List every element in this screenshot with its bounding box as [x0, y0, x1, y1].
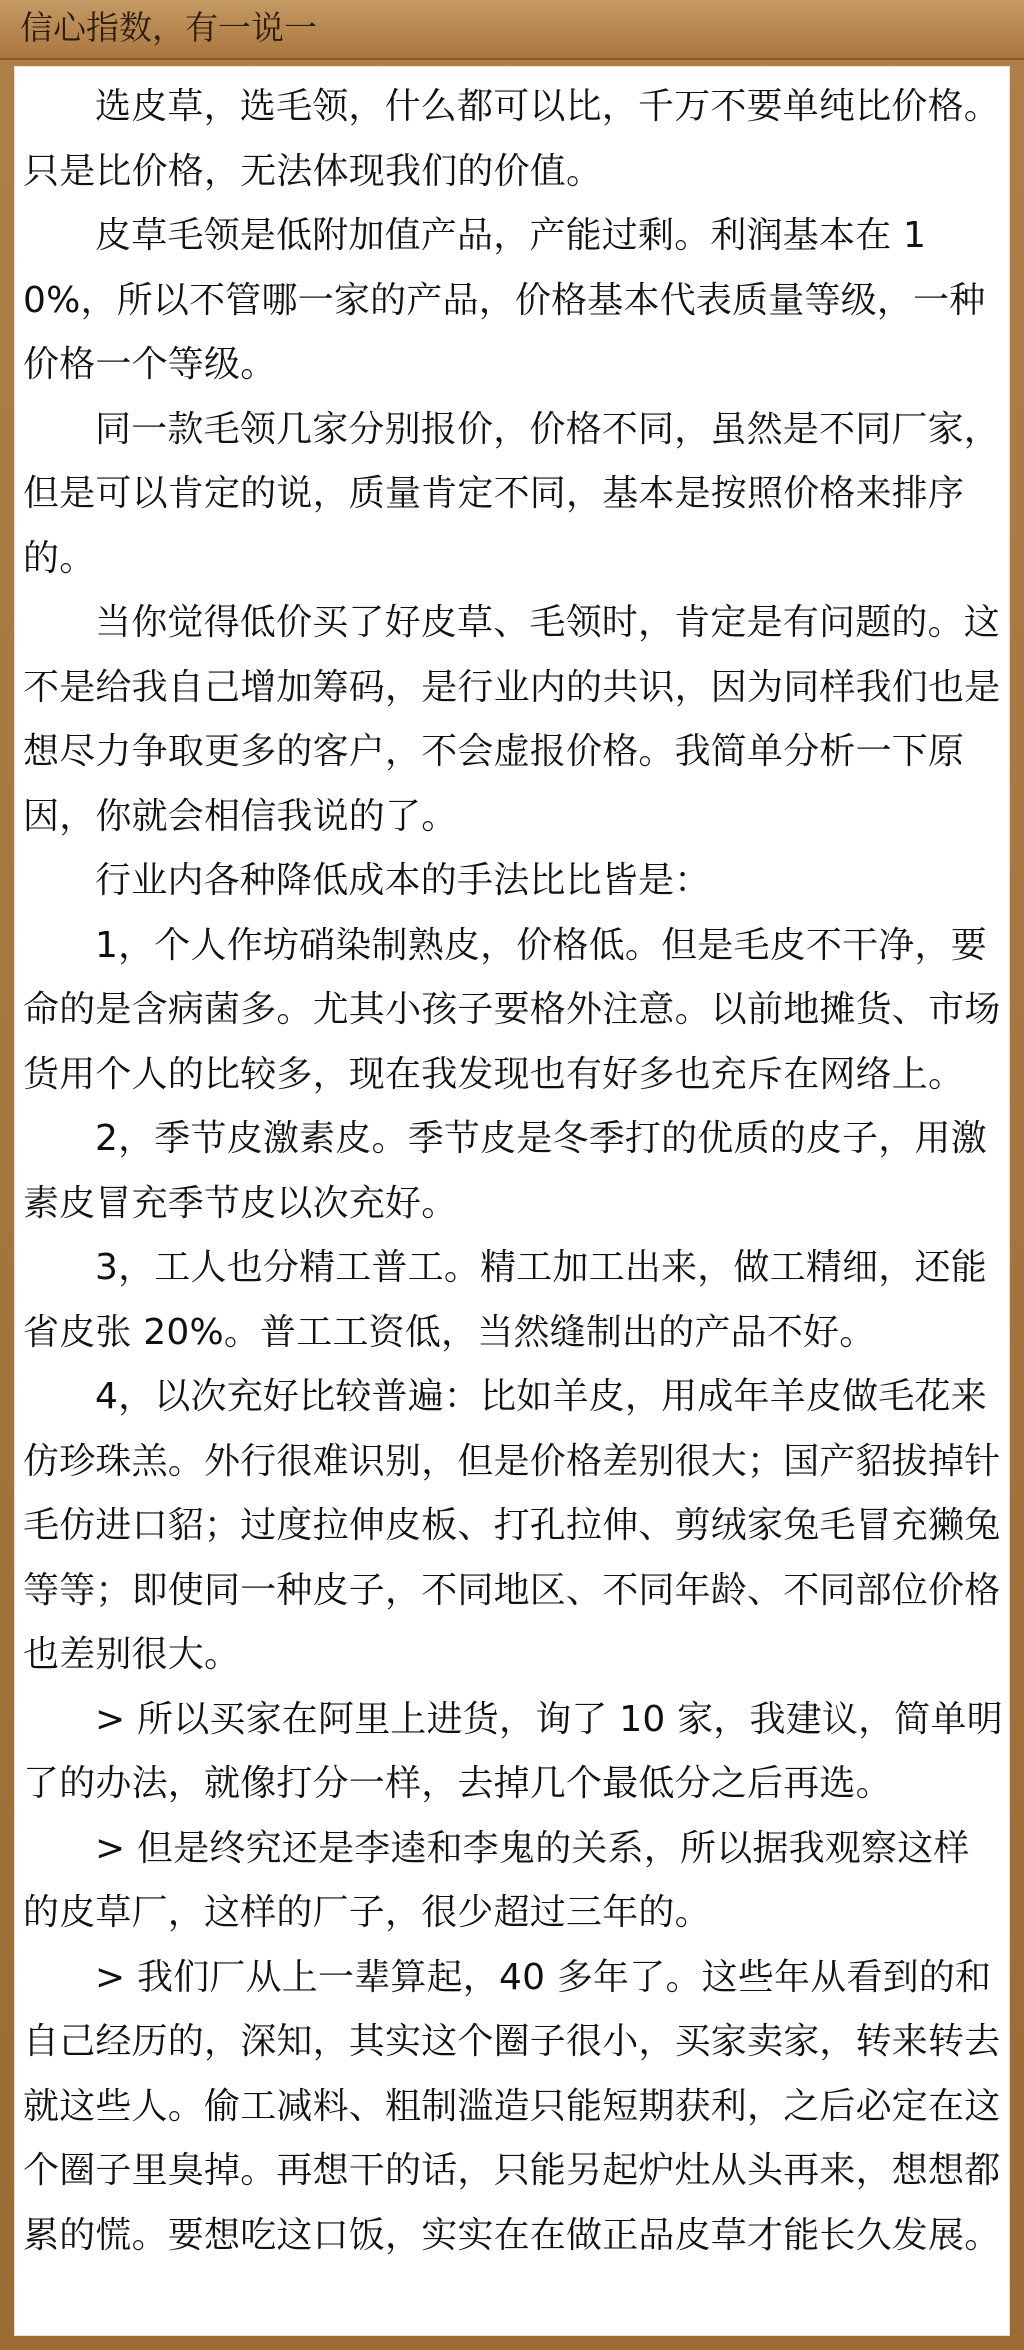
article-text [23, 75, 1003, 2268]
paragraph-6: 1，个人作坊硝染制熟皮，价格低。但是毛皮不干净，要命的是含病菌多。尤其小孩子要格外注意。以前地摊货、市场货用个人的比较多，现在我发现也有好多也充斥在网络上。 [23, 924, 1001, 1095]
header-bar [0, 0, 1024, 60]
paragraph-7: 2，季节皮激素皮。季节皮是冬季打的优质的皮子，用激素皮冒充季节皮以次充好。 [23, 1118, 987, 1224]
paragraph-12: > 我们厂从上一辈算起，40 多年了。这些年从看到的和自己经历的，深知，其实这个圈子很小，买家卖家，转来转去就这些人。偷工减料、粗制滥造只能短期获利，之后必定在这个圈子里臭掉。再想干的话，只能另起炉灶从头再来，想想都累的慌。要想吃这口饭，实实在在做正品皮草才能长久发展。 [23, 1956, 1001, 2256]
paragraph-9: 4，以次充好比较普遍：比如羊皮，用成年羊皮做毛花来仿珍珠羔。外行很难识别，但是价格差别很大；国产貂拔掉针毛仿进口貂；过度拉伸皮板、打孔拉伸、剪绒家兔毛冒充獭兔等等；即使同一种皮子，不同地区、不同年龄、不同部位价格也差别很大。 [23, 1376, 1001, 1675]
paragraph-3: 同一款毛领几家分别报价，价格不同，虽然是不同厂家，但是可以肯定的说，质量肯定不同，基本是按照价格来排序的。 [23, 408, 1001, 579]
header-title: 信心指数，有一说一 [20, 8, 317, 47]
paragraph-8: 3，工人也分精工普工。精工加工出来，做工精细，还能省皮张 20%。普工工资低，当然缝制出的产品不好。 [23, 1247, 987, 1353]
paragraph-11: > 但是终究还是李逵和李鬼的关系，所以据我观察这样的皮草厂，这样的厂子，很少超过三年的。 [23, 1827, 970, 1933]
paragraph-1: 选皮草，选毛领，什么都可以比，千万不要单纯比价格。只是比价格，无法体现我们的价值。 [23, 86, 1001, 192]
paragraph-4: 当你觉得低价买了好皮草、毛领时，肯定是有问题的。这不是给我自己增加筹码，是行业内的共识，因为同样我们也是想尽力争取更多的客户，不会虚报价格。我简单分析一下原因，你就会相信我说的了。 [23, 602, 1001, 837]
paragraph-5: 行业内各种降低成本的手法比比皆是： [95, 860, 711, 901]
paragraph-10: > 所以买家在阿里上进货，询了 10 家，我建议，简单明了的办法，就像打分一样，去掉几个最低分之后再选。 [23, 1698, 1003, 1804]
paragraph-2: 皮草毛领是低附加值产品，产能过剩。利润基本在 10%，所以不管哪一家的产品，价格基本代表质量等级，一种价格一个等级。 [23, 215, 986, 385]
content-panel [14, 66, 1010, 2336]
